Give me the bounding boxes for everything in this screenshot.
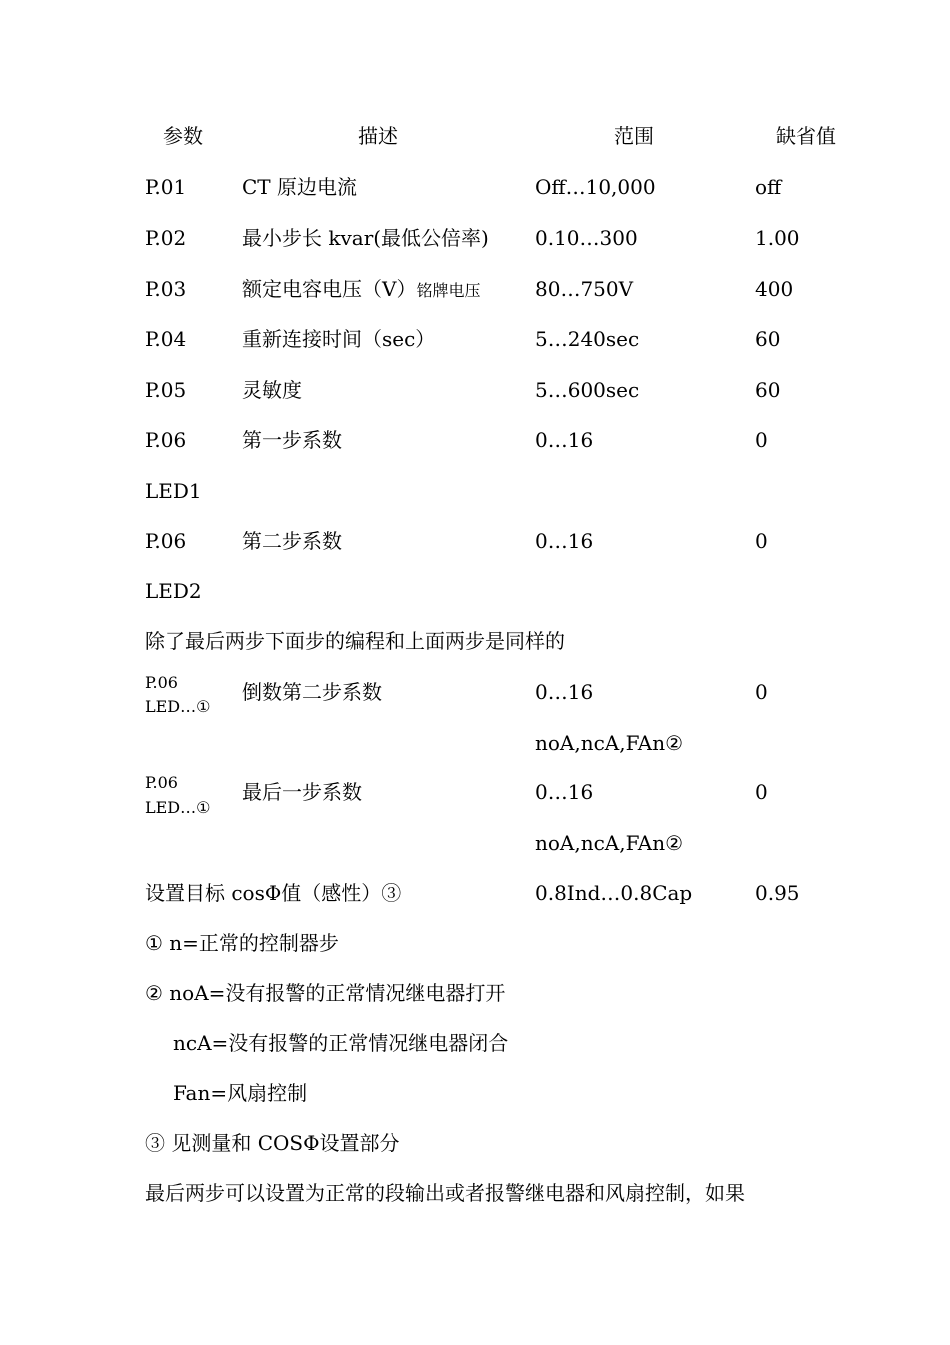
row-range: 0.10…300 (535, 226, 638, 250)
row-range: Off…10,000 (535, 175, 656, 199)
row-range: 0.8Ind…0.8Cap (535, 881, 693, 905)
row-desc (242, 277, 480, 303)
row-default: 0 (755, 780, 768, 804)
row-param-line1: P.06 (145, 773, 178, 792)
row-desc-note: 铭牌电压 (416, 281, 481, 300)
row-desc: 倒数第二步系数 (242, 680, 382, 704)
row-range: 5…240sec (535, 327, 640, 351)
footnote-2-nca: ncA=没有报警的正常情况继电器闭合 (173, 1031, 509, 1055)
row-default: 60 (755, 378, 781, 402)
row-desc: 灵敏度 (242, 378, 302, 402)
row-range: 80…750V (535, 277, 634, 301)
row-desc: 最小步长 kvar(最低公倍率) (242, 226, 489, 250)
footnote-2-fan: Fan=风扇控制 (173, 1081, 308, 1105)
row-param: P.03 (145, 277, 187, 301)
row-param-line2: LED…① (145, 798, 211, 817)
row-range: 0…16 (535, 780, 594, 804)
note-same-programming: 除了最后两步下面步的编程和上面两步是同样的 (145, 629, 565, 653)
row-default: 0.95 (755, 881, 800, 905)
row-default: 0 (755, 680, 768, 704)
row-default: 60 (755, 327, 781, 351)
row-default: 0 (755, 529, 768, 553)
row-param: P.02 (145, 226, 187, 250)
row-range: 5…600sec (535, 378, 640, 402)
row-param: P.01 (145, 175, 187, 199)
led1-label: LED1 (145, 479, 202, 503)
row-param: P.05 (145, 378, 187, 402)
led2-label: LED2 (145, 579, 202, 603)
header-desc: 描述 (358, 124, 398, 148)
closing-paragraph: 最后两步可以设置为正常的段输出或者报警继电器和风扇控制，如果 (145, 1181, 745, 1205)
header-default: 缺省值 (776, 124, 836, 148)
row-default: 1.00 (755, 226, 800, 250)
row-desc: 重新连接时间（sec） (242, 327, 436, 351)
row-param: P.06 (145, 529, 187, 553)
row-desc: 最后一步系数 (242, 780, 362, 804)
footnote-2: ② noA=没有报警的正常情况继电器打开 (145, 981, 506, 1005)
row-range: 0…16 (535, 428, 594, 452)
row-desc-text: 额定电容电压（V） (242, 277, 417, 301)
header-param: 参数 (163, 124, 203, 148)
footnote-1: ① n=正常的控制器步 (145, 931, 339, 955)
row-default: 0 (755, 428, 768, 452)
row-range-options: noA,ncA,FAn② (535, 831, 683, 855)
row-desc: 第二步系数 (242, 529, 342, 553)
row-desc: 第一步系数 (242, 428, 342, 452)
row-desc: CT 原边电流 (242, 175, 357, 199)
footnote-3: ③ 见测量和 COSΦ设置部分 (145, 1131, 400, 1155)
row-range: 0…16 (535, 680, 594, 704)
row-default: 400 (755, 277, 794, 301)
row-param: P.04 (145, 327, 187, 351)
row-param-line1: P.06 (145, 673, 178, 692)
row-default: off (755, 175, 782, 199)
row-desc: 设置目标 cosΦ值（感性）③ (145, 881, 402, 905)
row-param: P.06 (145, 428, 187, 452)
row-range-options: noA,ncA,FAn② (535, 731, 683, 755)
row-param-line2: LED…① (145, 697, 211, 716)
header-range: 范围 (614, 124, 654, 148)
row-range: 0…16 (535, 529, 594, 553)
